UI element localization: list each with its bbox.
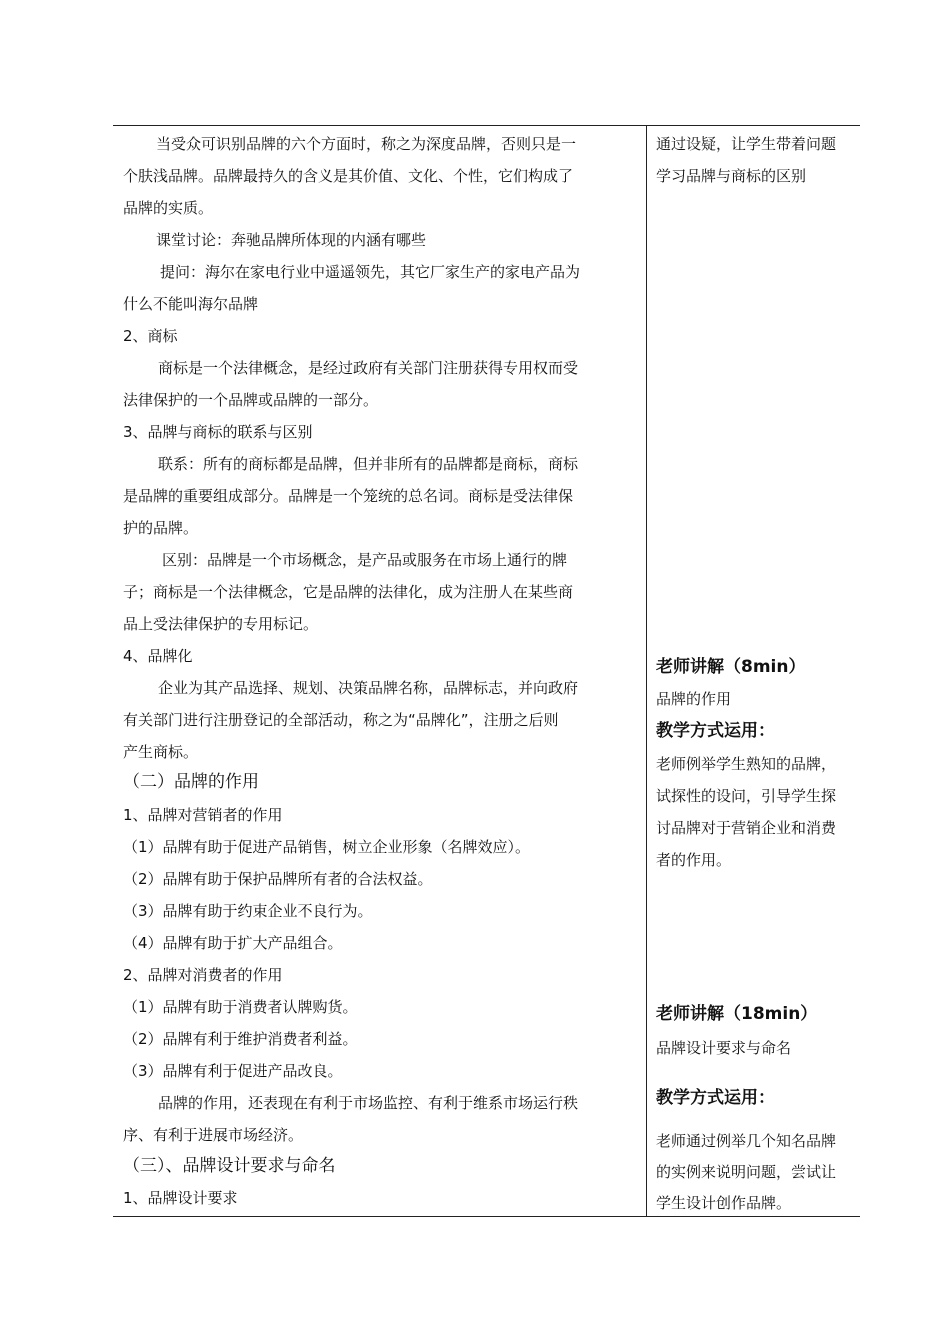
method-1-line-2: 试探性的设问，引导学生探 bbox=[656, 787, 837, 805]
heading-brand-design: （三）、品牌设计要求与命名 bbox=[123, 1156, 336, 1176]
design-requirements-title: 1、品牌设计要求 bbox=[123, 1189, 238, 1207]
method-2-line-2: 的实例来说明问题，尝试让 bbox=[656, 1163, 837, 1181]
functions-summary-line-2: 序、有利于进展市场经济。 bbox=[123, 1126, 304, 1144]
lecture-2-label: 老师讲解（18min） bbox=[656, 1004, 818, 1024]
class-discussion: 课堂讨论：奔驰品牌所体现的内涵有哪些 bbox=[156, 231, 427, 249]
method-2-line-1: 老师通过例举几个知名品牌 bbox=[656, 1132, 837, 1150]
branding-line-3: 产生商标。 bbox=[123, 743, 199, 761]
note-line-2: 学习品牌与商标的区别 bbox=[656, 167, 807, 185]
functions-summary-line-1: 品牌的作用，还表现在有利于市场监控、有利于维系市场运行秩 bbox=[158, 1094, 579, 1112]
marketer-function-2: （2）品牌有助于保护品牌所有者的合法权益。 bbox=[123, 870, 433, 888]
lecture-1-label: 老师讲解（8min） bbox=[656, 657, 806, 677]
trademark-definition-line-1: 商标是一个法律概念，是经过政府有关部门注册获得专用权而受 bbox=[158, 359, 579, 377]
difference-line-3: 品上受法律保护的专用标记。 bbox=[123, 615, 319, 633]
consumer-functions-title: 2、品牌对消费者的作用 bbox=[123, 966, 283, 984]
consumer-function-1: （1）品牌有助于消费者认牌购货。 bbox=[123, 998, 358, 1016]
consumer-function-2: （2）品牌有利于维护消费者利益。 bbox=[123, 1030, 358, 1048]
section-4-title: 4、品牌化 bbox=[123, 647, 193, 665]
paragraph-deep-brand-line-2: 个肤浅品牌。品牌最持久的含义是其价值、文化、个性，它们构成了 bbox=[123, 167, 574, 185]
question-line-2: 什么不能叫海尔品牌 bbox=[123, 295, 259, 313]
marketer-functions-title: 1、品牌对营销者的作用 bbox=[123, 806, 283, 824]
table-top-border bbox=[113, 125, 860, 126]
consumer-function-3: （3）品牌有利于促进产品改良。 bbox=[123, 1062, 343, 1080]
relation-line-2: 是品牌的重要组成部分。品牌是一个笼统的总名词。商标是受法律保 bbox=[123, 487, 574, 505]
column-divider bbox=[646, 125, 647, 1217]
section-3-title: 3、品牌与商标的联系与区别 bbox=[123, 423, 313, 441]
method-1-line-1: 老师例举学生熟知的品牌， bbox=[656, 755, 837, 773]
marketer-function-3: （3）品牌有助于约束企业不良行为。 bbox=[123, 902, 373, 920]
question-line-1: 提问：海尔在家电行业中遥遥领先，其它厂家生产的家电产品为 bbox=[160, 263, 581, 281]
marketer-function-4: （4）品牌有助于扩大产品组合。 bbox=[123, 934, 343, 952]
paragraph-deep-brand-line-3: 品牌的实质。 bbox=[123, 199, 214, 217]
lecture-2-topic: 品牌设计要求与命名 bbox=[656, 1039, 792, 1057]
lecture-1-topic: 品牌的作用 bbox=[656, 690, 732, 708]
method-1-line-4: 者的作用。 bbox=[656, 851, 732, 869]
trademark-definition-line-2: 法律保护的一个品牌或品牌的一部分。 bbox=[123, 391, 379, 409]
method-1-label: 教学方式运用： bbox=[656, 721, 775, 741]
difference-line-2: 子；商标是一个法律概念，它是品牌的法律化，成为注册人在某些商 bbox=[123, 583, 574, 601]
table-bottom-border bbox=[113, 1216, 860, 1217]
section-2-title: 2、商标 bbox=[123, 327, 178, 345]
method-1-line-3: 讨品牌对于营销企业和消费 bbox=[656, 819, 837, 837]
branding-line-2: 有关部门进行注册登记的全部活动，称之为“品牌化”，注册之后则 bbox=[123, 711, 559, 729]
marketer-function-1: （1）品牌有助于促进产品销售，树立企业形象（名牌效应）。 bbox=[123, 838, 531, 856]
heading-brand-functions: （二）品牌的作用 bbox=[123, 772, 259, 792]
note-line-1: 通过设疑，让学生带着问题 bbox=[656, 135, 837, 153]
relation-line-1: 联系：所有的商标都是品牌，但并非所有的品牌都是商标，商标 bbox=[158, 455, 579, 473]
branding-line-1: 企业为其产品选择、规划、决策品牌名称，品牌标志，并向政府 bbox=[158, 679, 579, 697]
paragraph-deep-brand-line-1: 当受众可识别品牌的六个方面时，称之为深度品牌，否则只是一 bbox=[156, 135, 577, 153]
relation-line-3: 护的品牌。 bbox=[123, 519, 199, 537]
difference-line-1: 区别：品牌是一个市场概念，是产品或服务在市场上通行的牌 bbox=[162, 551, 568, 569]
method-2-line-3: 学生设计创作品牌。 bbox=[656, 1194, 792, 1212]
method-2-label: 教学方式运用： bbox=[656, 1088, 775, 1108]
